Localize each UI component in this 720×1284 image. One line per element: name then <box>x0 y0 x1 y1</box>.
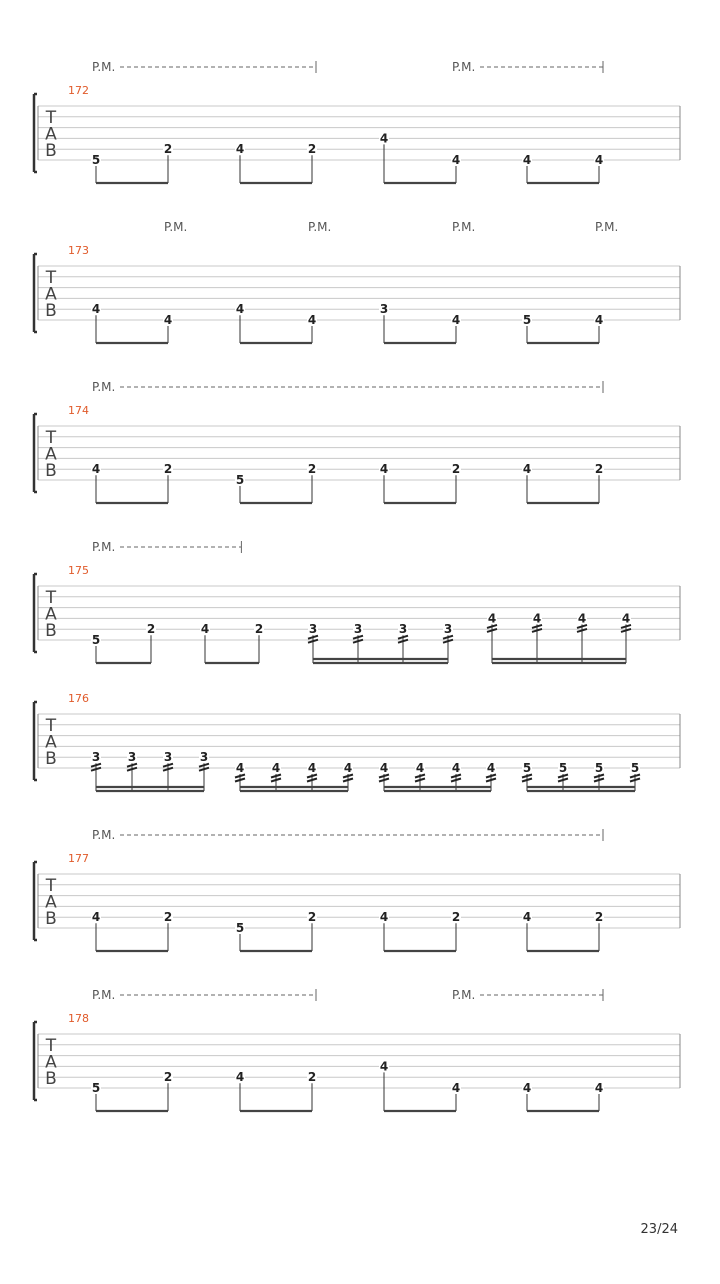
tab-clef-letter: T <box>45 1036 57 1056</box>
fret-number: 4 <box>163 313 173 327</box>
tab-clef-letter: T <box>45 716 57 736</box>
tab-clef-letter: B <box>45 461 57 481</box>
fret-number: 4 <box>522 462 532 477</box>
system-bracket <box>34 862 37 940</box>
tab-clef-letter: A <box>45 1052 57 1073</box>
tab-clef-letter: T <box>45 268 57 288</box>
fret-number: 4 <box>577 611 587 626</box>
fret-number: 4 <box>91 910 101 925</box>
fret-number: 4 <box>343 761 353 775</box>
tab-clef-letter: T <box>45 588 57 608</box>
fret-number: 2 <box>307 1070 317 1085</box>
fret-number: 5 <box>522 313 532 327</box>
fret-number: 4 <box>235 761 245 775</box>
fret-number: 4 <box>522 153 532 167</box>
fret-number: 4 <box>532 611 542 626</box>
fret-number: 4 <box>451 153 461 167</box>
palm-mute-label: P.M. <box>92 380 116 394</box>
fret-number: 4 <box>379 1059 389 1074</box>
system-bracket <box>34 254 37 332</box>
fret-number: 4 <box>621 611 631 626</box>
fret-number: 2 <box>163 1070 173 1085</box>
fret-number: 3 <box>308 622 318 637</box>
fret-number: 2 <box>146 622 156 637</box>
tab-clef-letter: T <box>45 108 57 128</box>
fret-number: 4 <box>91 462 101 477</box>
fret-number: 3 <box>199 750 209 765</box>
fret-number: 4 <box>451 1081 461 1095</box>
palm-mute-label: P.M. <box>452 988 476 1002</box>
palm-mute-label: P.M. <box>595 220 619 234</box>
palm-mute-label: P.M. <box>92 988 116 1002</box>
fret-number: 2 <box>594 910 604 925</box>
system-bracket <box>34 414 37 492</box>
fret-number: 2 <box>163 142 173 157</box>
fret-number: 2 <box>307 142 317 157</box>
fret-number: 2 <box>451 910 461 925</box>
fret-number: 4 <box>379 131 389 146</box>
fret-number: 2 <box>451 462 461 477</box>
palm-mute-label: P.M. <box>164 220 188 234</box>
tab-clef-letter: A <box>45 444 57 465</box>
measure-number: 172 <box>68 84 89 97</box>
fret-number: 4 <box>379 910 389 925</box>
palm-mute-label: P.M. <box>92 828 116 842</box>
tab-clef-letter: B <box>45 621 57 641</box>
tab-clef-letter: B <box>45 1069 57 1089</box>
fret-number: 3 <box>163 750 173 765</box>
fret-number: 5 <box>558 761 568 775</box>
page-indicator: 23/24 <box>640 1222 678 1237</box>
fret-number: 5 <box>91 153 101 167</box>
fret-number: 4 <box>486 761 496 775</box>
fret-number: 5 <box>91 633 101 647</box>
fret-number: 2 <box>307 462 317 477</box>
tab-clef-letter: B <box>45 141 57 161</box>
fret-number: 4 <box>522 1081 532 1095</box>
fret-number: 4 <box>487 611 497 626</box>
fret-number: 3 <box>443 622 453 637</box>
fret-number: 2 <box>307 910 317 925</box>
fret-number: 4 <box>451 761 461 775</box>
fret-number: 4 <box>235 302 245 317</box>
tab-clef-letter: A <box>45 892 57 913</box>
tab-clef-letter: T <box>45 876 57 896</box>
fret-number: 3 <box>353 622 363 637</box>
fret-number: 4 <box>594 313 604 327</box>
fret-number: 5 <box>235 921 245 935</box>
tab-clef-letter: B <box>45 301 57 321</box>
fret-number: 5 <box>630 761 640 775</box>
fret-number: 2 <box>163 462 173 477</box>
palm-mute-label: P.M. <box>452 60 476 74</box>
tab-clef-letter: A <box>45 284 57 305</box>
palm-mute-label: P.M. <box>92 540 116 554</box>
fret-number: 4 <box>594 1081 604 1095</box>
fret-number: 2 <box>163 910 173 925</box>
fret-number: 4 <box>200 622 210 637</box>
fret-number: 2 <box>594 462 604 477</box>
fret-number: 4 <box>379 462 389 477</box>
fret-number: 5 <box>522 761 532 775</box>
system-bracket <box>34 1022 37 1100</box>
fret-number: 3 <box>127 750 137 765</box>
fret-number: 3 <box>91 750 101 765</box>
measure-number: 178 <box>68 1012 89 1025</box>
fret-number: 4 <box>307 313 317 327</box>
tab-clef-letter: A <box>45 124 57 145</box>
palm-mute-label: P.M. <box>452 220 476 234</box>
measure-number: 173 <box>68 244 89 257</box>
measure-number: 175 <box>68 564 89 577</box>
fret-number: 4 <box>235 1070 245 1085</box>
fret-number: 4 <box>235 142 245 157</box>
fret-number: 5 <box>235 473 245 487</box>
fret-number: 3 <box>398 622 408 637</box>
fret-number: 5 <box>594 761 604 775</box>
fret-number: 4 <box>91 302 101 317</box>
system-bracket <box>34 702 37 780</box>
fret-number: 4 <box>522 910 532 925</box>
fret-number: 4 <box>451 313 461 327</box>
palm-mute-label: P.M. <box>92 60 116 74</box>
measure-number: 174 <box>68 404 89 417</box>
measure-number: 176 <box>68 692 89 705</box>
fret-number: 2 <box>254 622 264 637</box>
tab-clef-letter: A <box>45 604 57 625</box>
fret-number: 5 <box>91 1081 101 1095</box>
fret-number: 4 <box>415 761 425 775</box>
measure-number: 177 <box>68 852 89 865</box>
system-bracket <box>34 574 37 652</box>
system-bracket <box>34 94 37 172</box>
fret-number: 4 <box>594 153 604 167</box>
fret-number: 3 <box>379 302 389 317</box>
fret-number: 4 <box>271 761 281 775</box>
palm-mute-label: P.M. <box>308 220 332 234</box>
tab-clef-letter: T <box>45 428 57 448</box>
fret-number: 4 <box>379 761 389 775</box>
fret-number: 4 <box>307 761 317 775</box>
tab-clef-letter: A <box>45 732 57 753</box>
tab-clef-letter: B <box>45 749 57 769</box>
tab-clef-letter: B <box>45 909 57 929</box>
